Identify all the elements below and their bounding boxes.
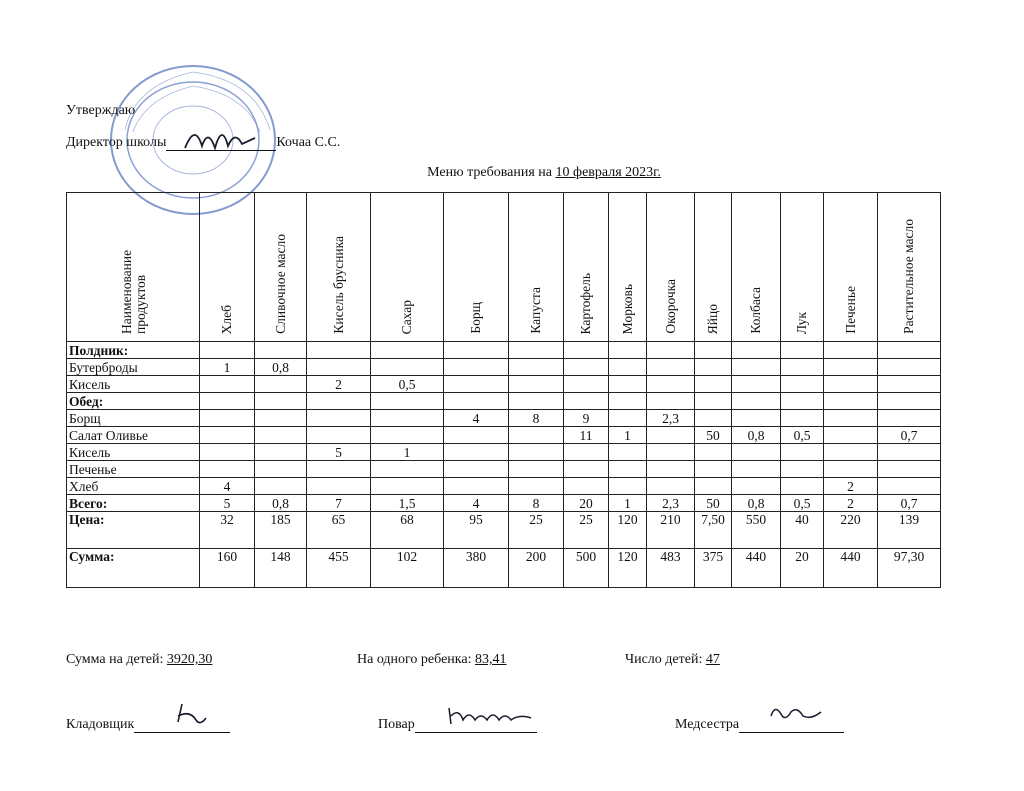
table-cell (732, 393, 781, 410)
table-cell (509, 427, 564, 444)
table-cell (564, 376, 609, 393)
table-row (67, 359, 941, 376)
table-cell (564, 478, 609, 495)
table-cell (878, 376, 941, 393)
table-cell (200, 393, 255, 410)
table-cell: 0,7 (878, 427, 941, 444)
table-cell: 2,3 (647, 410, 695, 427)
table-cell: 0,8 (732, 495, 781, 512)
column-header (564, 193, 609, 342)
title-date: 10 февраля 2023г. (555, 165, 661, 180)
table-row (67, 342, 941, 359)
table-cell (732, 359, 781, 376)
table-row (67, 393, 941, 410)
table-cell (824, 410, 878, 427)
table-cell (564, 461, 609, 478)
column-header-label: Сливочное масло (272, 234, 288, 334)
table-cell (371, 410, 444, 427)
table-cell (609, 444, 647, 461)
table-cell (609, 376, 647, 393)
table-cell (444, 393, 509, 410)
table-cell: 50 (695, 495, 732, 512)
children-count (625, 652, 720, 668)
table-cell: 97,30 (878, 549, 941, 588)
per-child-label: На одного ребенка: (357, 652, 475, 667)
table-cell: 4 (444, 410, 509, 427)
table-cell: 120 (609, 512, 647, 549)
table-cell: 148 (255, 549, 307, 588)
table-cell: 440 (732, 549, 781, 588)
table-cell (609, 410, 647, 427)
table-cell: 440 (824, 549, 878, 588)
table-cell (509, 359, 564, 376)
table-cell (307, 461, 371, 478)
table-cell (647, 393, 695, 410)
table-cell: 25 (509, 512, 564, 549)
table-cell (878, 393, 941, 410)
table-cell (647, 427, 695, 444)
column-header-label: Наименование продуктов (119, 249, 148, 334)
table-cell: 2 (824, 495, 878, 512)
table-cell (200, 342, 255, 359)
table-cell: 8 (509, 410, 564, 427)
table-cell (371, 427, 444, 444)
table-cell (307, 410, 371, 427)
table-cell (781, 461, 824, 478)
table-cell (444, 342, 509, 359)
director-name: Кочаа С.С. (276, 135, 341, 150)
table-cell (371, 359, 444, 376)
table-row (67, 427, 941, 444)
column-header-label: Картофель (578, 272, 593, 334)
table-row (67, 478, 941, 495)
table-cell: 0,5 (371, 376, 444, 393)
table-cell (878, 342, 941, 359)
table-cell (200, 427, 255, 444)
table-cell (371, 393, 444, 410)
table-cell (564, 444, 609, 461)
table-cell (732, 410, 781, 427)
table-cell (200, 376, 255, 393)
table-cell: 2 (307, 376, 371, 393)
table-cell: 40 (781, 512, 824, 549)
table-cell (371, 461, 444, 478)
table-cell (647, 461, 695, 478)
column-header-label: Яйцо (705, 303, 720, 334)
table-row (67, 549, 941, 588)
table-cell (255, 342, 307, 359)
children-count-label: Число детей: (625, 652, 706, 667)
row-label: Борщ (67, 410, 200, 427)
column-header-label: Борщ (468, 302, 483, 334)
table-cell (781, 359, 824, 376)
column-header-label: Капуста (528, 287, 543, 334)
table-cell: 200 (509, 549, 564, 588)
column-header (200, 193, 255, 342)
table-cell (509, 461, 564, 478)
table-cell (444, 478, 509, 495)
header-row (67, 193, 941, 342)
table-cell (609, 342, 647, 359)
title-prefix: Меню требования на (427, 165, 556, 180)
row-label: Печенье (67, 461, 200, 478)
table-cell (878, 410, 941, 427)
column-header (371, 193, 444, 342)
table-cell (695, 444, 732, 461)
table-cell: 220 (824, 512, 878, 549)
table-cell (878, 478, 941, 495)
column-header (609, 193, 647, 342)
table-cell: 380 (444, 549, 509, 588)
table-cell: 0,8 (255, 359, 307, 376)
table-cell (878, 461, 941, 478)
table-cell (647, 376, 695, 393)
table-cell: 160 (200, 549, 255, 588)
table-row (67, 376, 941, 393)
children-sum-label: Сумма на детей: (66, 652, 167, 667)
column-header (509, 193, 564, 342)
table-cell (647, 342, 695, 359)
table-cell: 1,5 (371, 495, 444, 512)
table-body (67, 342, 941, 588)
table-cell (307, 427, 371, 444)
table-row (67, 444, 941, 461)
cook-label: Повар (378, 717, 415, 732)
table-cell: 11 (564, 427, 609, 444)
table-cell (824, 461, 878, 478)
table-cell: 483 (647, 549, 695, 588)
table-cell (255, 393, 307, 410)
table-cell: 25 (564, 512, 609, 549)
table-cell (444, 427, 509, 444)
table-cell (564, 393, 609, 410)
table-row (67, 512, 941, 549)
storekeeper-label: Кладовщик (66, 717, 135, 732)
table-cell (695, 342, 732, 359)
column-header (732, 193, 781, 342)
table-cell: 95 (444, 512, 509, 549)
table-cell: 7,50 (695, 512, 732, 549)
table-cell: 32 (200, 512, 255, 549)
table-cell (564, 342, 609, 359)
table-cell (732, 478, 781, 495)
table-cell (781, 342, 824, 359)
column-header-label: Окорочка (662, 279, 678, 334)
table-cell: 2 (824, 478, 878, 495)
table-cell (695, 393, 732, 410)
table-cell (200, 444, 255, 461)
table-cell (781, 393, 824, 410)
table-cell (647, 444, 695, 461)
table-cell: 0,5 (781, 495, 824, 512)
director-line (66, 135, 340, 151)
row-label: Обед: (67, 393, 200, 410)
column-header-label: Хлеб (219, 304, 234, 334)
table-cell (609, 359, 647, 376)
table-cell (509, 393, 564, 410)
table-cell: 0,8 (732, 427, 781, 444)
table-cell: 455 (307, 549, 371, 588)
table-cell (564, 359, 609, 376)
children-sum-value: 3920,30 (166, 652, 213, 667)
director-signature-line (166, 136, 276, 151)
table-cell (609, 461, 647, 478)
row-label: Бутерброды (67, 359, 200, 376)
cook-scribble (445, 702, 535, 728)
table-cell (307, 342, 371, 359)
table-row (67, 410, 941, 427)
per-child (357, 652, 506, 668)
column-header (255, 193, 307, 342)
table-cell (255, 444, 307, 461)
table-cell (695, 478, 732, 495)
table-cell (371, 478, 444, 495)
column-header (444, 193, 509, 342)
table-cell (781, 376, 824, 393)
table-cell: 5 (200, 495, 255, 512)
table-cell (878, 359, 941, 376)
table-cell: 0,8 (255, 495, 307, 512)
storekeeper-scribble (170, 700, 210, 728)
column-header-label: Колбаса (748, 287, 763, 334)
children-sum (66, 652, 212, 668)
column-header-label: Сахар (399, 299, 414, 334)
table-cell (878, 444, 941, 461)
table-cell: 5 (307, 444, 371, 461)
table-cell: 68 (371, 512, 444, 549)
column-header-label: Растительное масло (901, 219, 916, 334)
column-header-name (67, 193, 200, 342)
table-cell (695, 359, 732, 376)
table-cell: 8 (509, 495, 564, 512)
table-cell (781, 478, 824, 495)
table-cell (509, 478, 564, 495)
table-cell (444, 461, 509, 478)
table-cell (732, 444, 781, 461)
row-label: Кисель (67, 376, 200, 393)
approve-label: Утверждаю (66, 103, 136, 118)
row-label: Кисель (67, 444, 200, 461)
row-label: Хлеб (67, 478, 200, 495)
page-title (0, 165, 1024, 181)
table-cell (609, 478, 647, 495)
table-cell (695, 461, 732, 478)
row-label: Всего: (67, 495, 200, 512)
row-label: Сумма: (67, 549, 200, 588)
table-cell: 1 (371, 444, 444, 461)
table-cell: 0,7 (878, 495, 941, 512)
column-header-label: Кисель брусника (330, 236, 346, 334)
table-cell (307, 478, 371, 495)
table-cell (444, 359, 509, 376)
table-cell (509, 376, 564, 393)
row-label: Полдник: (67, 342, 200, 359)
table-cell: 550 (732, 512, 781, 549)
nurse-label: Медсестра (675, 717, 740, 732)
table-cell: 210 (647, 512, 695, 549)
column-header (781, 193, 824, 342)
table-cell: 20 (781, 549, 824, 588)
table-cell: 185 (255, 512, 307, 549)
table-cell (695, 376, 732, 393)
table-cell: 2,3 (647, 495, 695, 512)
table-cell: 4 (200, 478, 255, 495)
table-cell: 1 (200, 359, 255, 376)
table-cell (695, 410, 732, 427)
table-cell (824, 342, 878, 359)
row-label: Салат Оливье (67, 427, 200, 444)
table-cell (444, 376, 509, 393)
table-cell: 50 (695, 427, 732, 444)
table-cell (255, 427, 307, 444)
table-cell: 20 (564, 495, 609, 512)
table-cell (647, 359, 695, 376)
table-cell (307, 393, 371, 410)
column-header (878, 193, 941, 342)
table-cell: 9 (564, 410, 609, 427)
table-cell: 0,5 (781, 427, 824, 444)
table-cell (509, 342, 564, 359)
table-cell (824, 393, 878, 410)
table-cell: 500 (564, 549, 609, 588)
table-cell: 120 (609, 549, 647, 588)
table-cell: 139 (878, 512, 941, 549)
table-cell (255, 478, 307, 495)
table-cell (824, 427, 878, 444)
table-cell (732, 342, 781, 359)
table-row (67, 495, 941, 512)
children-count-value: 47 (705, 652, 720, 667)
table-cell (255, 410, 307, 427)
table-cell (307, 359, 371, 376)
table-row (67, 461, 941, 478)
table-cell (732, 461, 781, 478)
table-cell (371, 342, 444, 359)
director-prefix: Директор школы (66, 135, 167, 150)
column-header (824, 193, 878, 342)
table-cell (509, 444, 564, 461)
table-cell (255, 376, 307, 393)
per-child-value: 83,41 (474, 652, 507, 667)
column-header-label: Печенье (842, 286, 858, 334)
table-cell (255, 461, 307, 478)
table-cell (824, 444, 878, 461)
table-cell (824, 359, 878, 376)
table-cell (647, 478, 695, 495)
row-label: Цена: (67, 512, 200, 549)
table-cell: 1 (609, 495, 647, 512)
table-cell: 375 (695, 549, 732, 588)
column-header (307, 193, 371, 342)
table-cell (200, 410, 255, 427)
table-cell: 4 (444, 495, 509, 512)
table-cell: 1 (609, 427, 647, 444)
nurse-scribble (765, 702, 825, 726)
table-cell: 7 (307, 495, 371, 512)
column-header (647, 193, 695, 342)
table-cell (732, 376, 781, 393)
table-cell (824, 376, 878, 393)
column-header-label: Лук (794, 311, 809, 334)
table-cell (781, 410, 824, 427)
table-cell (444, 444, 509, 461)
table-cell (609, 393, 647, 410)
table-cell: 65 (307, 512, 371, 549)
table-cell (781, 444, 824, 461)
table-cell (200, 461, 255, 478)
column-header (695, 193, 732, 342)
table-cell: 102 (371, 549, 444, 588)
menu-table (66, 192, 941, 588)
column-header-label: Морковь (619, 283, 635, 334)
